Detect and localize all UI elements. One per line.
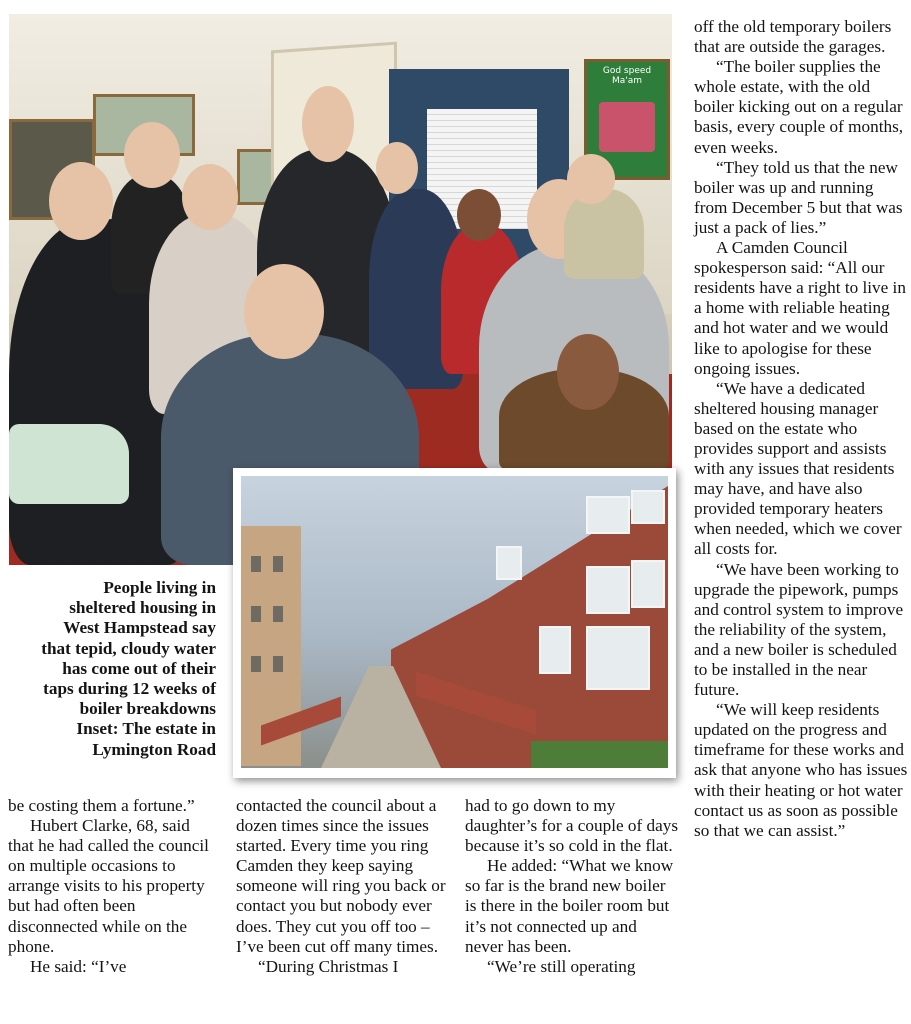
window bbox=[586, 566, 630, 614]
article-paragraph: “We will keep residents updated on the progress and timeframe for these works and ask that anyone who has issues with their heating or hot water contact us as soon as possible so that we can assist.” bbox=[694, 700, 908, 840]
article-paragraph: be costing them a fortune.” bbox=[8, 796, 195, 815]
window bbox=[586, 626, 650, 690]
window bbox=[586, 496, 630, 534]
article-paragraph: contacted the council about a dozen times since the issues started. Every time you ring Camden they keep saying someone will ring you back or contact you but nobody ever does. They cut you off too – I’ve been cut off many times. bbox=[236, 796, 446, 956]
article-paragraph: “We have been working to upgrade the pipework, pumps and control system to improve the reliability of the system, and a new boiler is scheduled to be installed in the near future. bbox=[694, 559, 904, 700]
caption-line: sheltered housing in bbox=[69, 598, 216, 618]
article-column-right bbox=[694, 17, 908, 841]
window bbox=[631, 560, 665, 608]
article-paragraph: He said: “I’ve bbox=[30, 956, 127, 976]
person-head bbox=[302, 86, 354, 162]
person-head bbox=[557, 334, 619, 410]
window bbox=[539, 626, 571, 674]
window bbox=[273, 606, 283, 622]
article-paragraph: He added: “What we know so far is the brand new boiler is there in the boiler room but it’s not connected up and never has been. bbox=[465, 856, 674, 956]
caption-line: West Hampstead say bbox=[63, 618, 216, 638]
person-head bbox=[49, 162, 113, 240]
caption-line: Lymington Road bbox=[92, 739, 216, 759]
article-paragraph: “They told us that the new boiler was up and running from December 5 but that was just a pack of lies.” bbox=[694, 157, 903, 237]
caption-line: has come out of their bbox=[62, 658, 216, 678]
caption-line: People living in bbox=[103, 578, 216, 597]
poster-text: God speed Ma'am bbox=[602, 66, 652, 86]
person-head bbox=[457, 189, 501, 241]
article-paragraph: A Camden Council spokesperson said: “All our residents have a right to live in a home with reliable heating and hot water and we would like to apologise for these ongoing issues. bbox=[694, 238, 906, 378]
person-head bbox=[244, 264, 324, 359]
article-column-2 bbox=[236, 796, 448, 977]
window bbox=[251, 606, 261, 622]
article-paragraph: off the old temporary boilers that are outside the garages. bbox=[694, 17, 892, 57]
article-paragraph: Hubert Clarke, 68, said that he had called the council on multiple occasions to arrange visits to his property but had often been disconnected while on the phone. bbox=[8, 816, 209, 956]
article-paragraph: “We have a dedicated sheltered housing manager based on the estate who provides support and assists with any issues that residents may have, and have also provided temporary heaters when needed, which we cover all costs for. bbox=[694, 378, 902, 559]
person-woman-hat bbox=[564, 189, 644, 279]
article-paragraph: “We’re still operating bbox=[487, 956, 636, 976]
article-paragraph: had to go down to my daughter’s for a couple of days because it’s so cold in the flat. bbox=[465, 796, 679, 856]
window bbox=[496, 546, 522, 580]
chair bbox=[9, 424, 129, 504]
photo-caption bbox=[10, 578, 216, 760]
window bbox=[251, 556, 261, 572]
caption-line: Inset: The estate in bbox=[76, 719, 216, 739]
caption-line: boiler breakdowns bbox=[79, 699, 216, 719]
inset-photo bbox=[233, 468, 676, 778]
caption-line: that tepid, cloudy water bbox=[41, 638, 216, 658]
window bbox=[251, 656, 261, 672]
article-paragraph: “During Christmas I bbox=[258, 956, 399, 976]
article-column-1 bbox=[8, 796, 218, 977]
window bbox=[631, 490, 665, 524]
article-paragraph: “The boiler supplies the whole estate, with the old boiler kicking out on a regular basis, every couple of months, even weeks. bbox=[694, 57, 904, 157]
inset-photo-image bbox=[241, 476, 668, 768]
caption-line: taps during 12 weeks of bbox=[43, 679, 216, 699]
article-column-3 bbox=[465, 796, 679, 977]
person-head bbox=[567, 154, 615, 204]
grass bbox=[531, 741, 668, 768]
poster-portrait bbox=[599, 102, 655, 152]
window bbox=[273, 656, 283, 672]
window bbox=[273, 556, 283, 572]
person-head bbox=[182, 164, 238, 230]
person-head bbox=[124, 122, 180, 188]
person-head bbox=[376, 142, 418, 194]
